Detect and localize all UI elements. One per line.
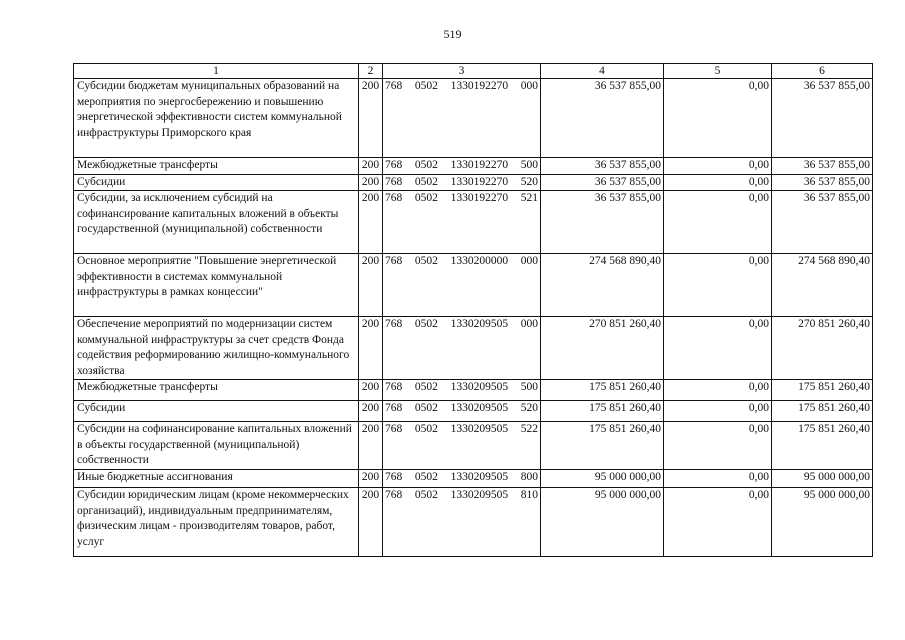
table-row (74, 158, 873, 175)
row-col6: 36 537 855,00 (772, 79, 873, 158)
code-ministry: 768 (385, 255, 403, 267)
row-description: Межбюджетные трансферты (74, 380, 359, 401)
table-row (74, 401, 873, 422)
row-col2: 200 (359, 422, 383, 470)
code-target: 1330192270 (450, 159, 509, 171)
code-target: 1330209505 (450, 402, 509, 414)
budget-table (73, 63, 873, 557)
row-description: Субсидии юридическим лицам (кроме некоммерческих организаций), индивидуальным предпринимателям, физическим лицам - производителям товаров, работ, услуг (74, 488, 359, 557)
row-col4: 36 537 855,00 (541, 191, 664, 254)
row-col4: 175 851 260,40 (541, 401, 664, 422)
row-code (383, 422, 541, 470)
code-expense: 520 (520, 175, 538, 188)
table-row (74, 488, 873, 557)
row-col5: 0,00 (664, 470, 772, 488)
row-col2: 200 (359, 470, 383, 488)
row-col4: 36 537 855,00 (541, 79, 664, 158)
code-ministry: 768 (385, 471, 403, 483)
row-code (383, 488, 541, 557)
code-target: 1330209505 (450, 489, 509, 501)
header-col-1: 1 (74, 64, 359, 79)
code-expense: 500 (520, 381, 538, 393)
row-col5: 0,00 (664, 380, 772, 401)
row-col5: 0,00 (664, 79, 772, 158)
row-description: Субсидии на софинансирование капитальных вложений в объекты государственной (муниципальной) собственности (74, 422, 359, 470)
row-code (383, 380, 541, 401)
row-code (383, 191, 541, 254)
table-row (74, 380, 873, 401)
table-row (74, 174, 873, 191)
row-col2: 200 (359, 254, 383, 317)
row-col4: 36 537 855,00 (541, 158, 664, 175)
code-section: 0502 (414, 489, 438, 501)
code-ministry: 768 (385, 423, 403, 435)
code-ministry: 768 (385, 402, 403, 414)
row-col2: 200 (359, 317, 383, 380)
row-col6: 175 851 260,40 (772, 422, 873, 470)
row-col4: 95 000 000,00 (541, 488, 664, 557)
row-col2: 200 (359, 401, 383, 422)
row-col6: 95 000 000,00 (772, 488, 873, 557)
row-description: Субсидии бюджетам муниципальных образований на мероприятия по энергосбережению и повышению энергетической эффективности систем коммунальной инфраструктуры Приморского края (74, 79, 359, 158)
page-number: 519 (443, 27, 462, 41)
table-row (74, 470, 873, 488)
row-col6: 36 537 855,00 (772, 174, 873, 191)
code-ministry: 768 (385, 318, 403, 330)
row-col2: 200 (359, 174, 383, 191)
code-section: 0502 (414, 159, 438, 171)
row-col4: 36 537 855,00 (541, 174, 664, 191)
code-expense: 520 (520, 402, 538, 414)
row-col6: 175 851 260,40 (772, 401, 873, 422)
code-expense: 810 (520, 489, 538, 501)
row-col5: 0,00 (664, 254, 772, 317)
row-col4: 95 000 000,00 (541, 470, 664, 488)
row-col6: 36 537 855,00 (772, 191, 873, 254)
code-expense: 522 (520, 423, 538, 435)
row-col5: 0,00 (664, 422, 772, 470)
row-description: Субсидии (74, 401, 359, 422)
row-col2: 200 (359, 79, 383, 158)
row-col6: 274 568 890,40 (772, 254, 873, 317)
code-section: 0502 (414, 255, 438, 267)
row-col5: 0,00 (664, 191, 772, 254)
row-col5: 0,00 (664, 401, 772, 422)
code-target: 1330209505 (450, 318, 509, 330)
code-ministry: 768 (385, 381, 403, 393)
header-col-3: 3 (383, 64, 541, 79)
row-col5: 0,00 (664, 488, 772, 557)
table-row (74, 317, 873, 380)
code-target: 1330209505 (450, 423, 509, 435)
row-col6: 95 000 000,00 (772, 470, 873, 488)
row-code (383, 470, 541, 488)
table-row (74, 191, 873, 254)
code-section: 0502 (414, 80, 438, 92)
code-ministry: 768 (385, 175, 403, 188)
row-code (383, 79, 541, 158)
code-expense: 000 (520, 255, 538, 267)
row-col5: 0,00 (664, 174, 772, 191)
row-col6: 270 851 260,40 (772, 317, 873, 380)
code-ministry: 768 (385, 192, 403, 204)
code-section: 0502 (414, 471, 438, 483)
code-section: 0502 (414, 402, 438, 414)
code-expense: 521 (520, 192, 538, 204)
row-description: Основное мероприятие "Повышение энергетической эффективности в системах коммунальной инфраструктуры в рамках концессии" (74, 254, 359, 317)
header-col-2: 2 (359, 64, 383, 79)
row-description: Иные бюджетные ассигнования (74, 470, 359, 488)
table-row (74, 254, 873, 317)
header-col-5: 5 (664, 64, 772, 79)
code-target: 1330192270 (450, 175, 509, 188)
row-col2: 200 (359, 380, 383, 401)
row-col5: 0,00 (664, 158, 772, 175)
code-expense: 000 (520, 80, 538, 92)
table-header-row (74, 64, 873, 79)
table-row (74, 422, 873, 470)
row-col4: 274 568 890,40 (541, 254, 664, 317)
code-expense: 000 (520, 318, 538, 330)
header-col-4: 4 (541, 64, 664, 79)
code-target: 1330200000 (450, 255, 509, 267)
code-target: 1330209505 (450, 381, 509, 393)
row-description: Субсидии (74, 174, 359, 191)
row-col4: 270 851 260,40 (541, 317, 664, 380)
code-target: 1330209505 (450, 471, 509, 483)
row-code (383, 401, 541, 422)
row-col2: 200 (359, 191, 383, 254)
table-row (74, 79, 873, 158)
code-section: 0502 (414, 318, 438, 330)
code-ministry: 768 (385, 489, 403, 501)
code-expense: 800 (520, 471, 538, 483)
row-col6: 36 537 855,00 (772, 158, 873, 175)
code-expense: 500 (520, 159, 538, 171)
code-target: 1330192270 (450, 80, 509, 92)
row-col2: 200 (359, 488, 383, 557)
header-col-6: 6 (772, 64, 873, 79)
row-col6: 175 851 260,40 (772, 380, 873, 401)
code-ministry: 768 (385, 80, 403, 92)
row-description: Обеспечение мероприятий по модернизации систем коммунальной инфраструктуры за счет средств Фонда содействия реформированию жилищно-коммунального хозяйства (74, 317, 359, 380)
code-section: 0502 (414, 423, 438, 435)
row-col2: 200 (359, 158, 383, 175)
code-section: 0502 (414, 381, 438, 393)
code-ministry: 768 (385, 159, 403, 171)
code-target: 1330192270 (450, 192, 509, 204)
row-col4: 175 851 260,40 (541, 422, 664, 470)
row-code (383, 158, 541, 175)
code-section: 0502 (414, 192, 438, 204)
row-col4: 175 851 260,40 (541, 380, 664, 401)
row-description: Межбюджетные трансферты (74, 158, 359, 175)
row-code (383, 174, 541, 191)
row-code (383, 317, 541, 380)
row-col5: 0,00 (664, 317, 772, 380)
code-section: 0502 (414, 175, 438, 188)
row-description: Субсидии, за исключением субсидий на софинансирование капитальных вложений в объекты государственной (муниципальной) собственности (74, 191, 359, 254)
row-code (383, 254, 541, 317)
